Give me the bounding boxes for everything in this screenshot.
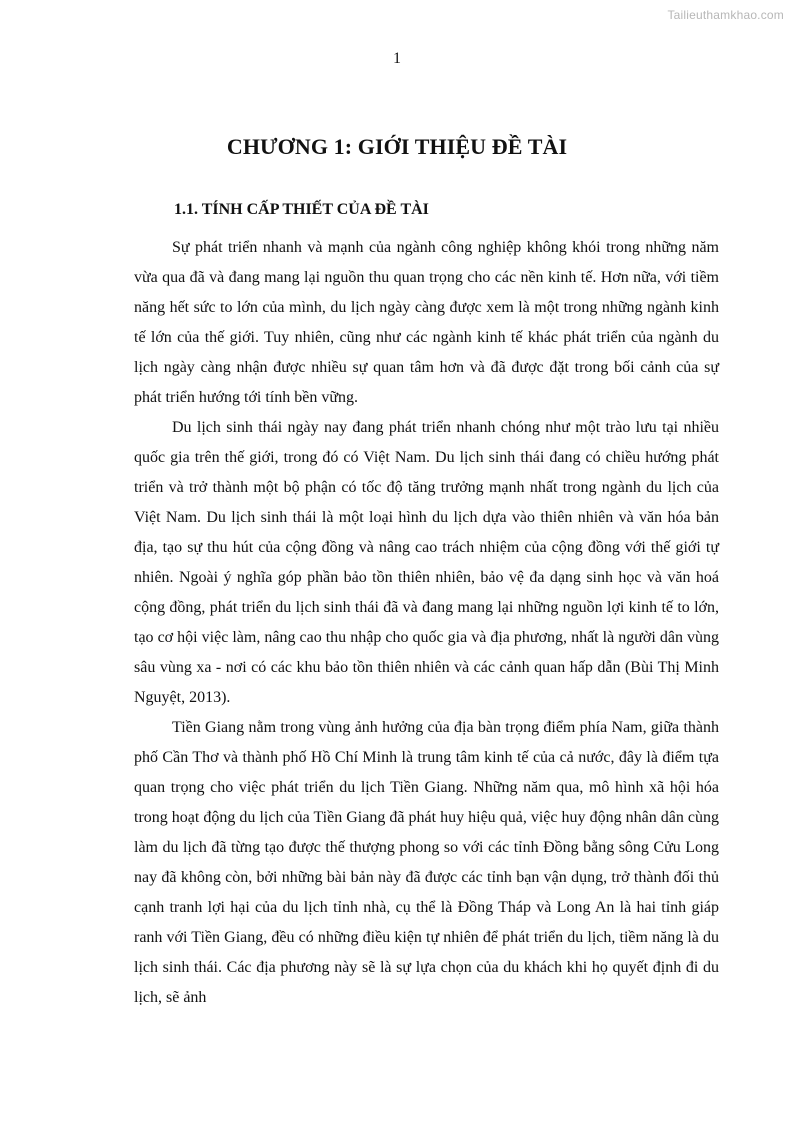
body-paragraph: Tiền Giang nằm trong vùng ảnh hưởng của địa bàn trọng điểm phía Nam, giữa thành phố Cần Thơ và thành phố Hồ Chí Minh là trung tâm kinh tế của cả nước, đây là điểm tựa quan trọng cho việc phát triển du lịch Tiền Giang. Những năm qua, mô hình xã hội hóa trong hoạt động du lịch của Tiền Giang đã phát huy hiệu quả, việc huy động nhân dân cùng làm du lịch đã từng tạo được thế thượng phong so với các tỉnh Đồng bằng sông Cửu Long nay đã không còn, bởi những bài bản này đã được các tỉnh bạn vận dụng, trở thành đối thủ cạnh tranh lợi hại của du lịch tỉnh nhà, cụ thể là Đồng Tháp và Long An là hai tỉnh giáp ranh với Tiền Giang, đều có những điều kiện tự nhiên để phát triển du lịch, tiềm năng là du lịch sinh thái. Các địa phương này sẽ là sự lựa chọn của du khách khi họ quyết định đi du lịch, sẽ ảnh: [134, 719, 719, 1006]
body-paragraph: Sự phát triển nhanh và mạnh của ngành công nghiệp không khói trong những năm vừa qua đã và đang mang lại nguồn thu quan trọng cho các nền kinh tế. Hơn nữa, với tiềm năng hết sức to lớn của mình, du lịch ngày càng được xem là một trong những ngành kinh tế lớn của thế giới. Tuy nhiên, cũng như các ngành kinh tế khác phát triển của ngành du lịch ngày càng nhận được nhiều sự quan tâm hơn và đã được đặt trong bối cảnh của sự phát triển hướng tới tính bền vững.: [134, 239, 719, 406]
page-number: 1: [393, 50, 401, 67]
section-heading: 1.1. TÍNH CẤP THIẾT CỦA ĐỀ TÀI: [174, 201, 429, 218]
watermark-text: Tailieuthamkhao.com: [667, 8, 784, 22]
document-body: [134, 233, 719, 1013]
body-paragraph: Du lịch sinh thái ngày nay đang phát triển nhanh chóng như một trào lưu tại nhiều quốc gia trên thế giới, trong đó có Việt Nam. Du lịch sinh thái đang có chiều hướng phát triển và trở thành một bộ phận có tốc độ tăng trưởng mạnh nhất trong ngành du lịch của Việt Nam. Du lịch sinh thái là một loại hình du lịch dựa vào thiên nhiên và văn hóa bản địa, tạo sự thu hút của cộng đồng và nâng cao trách nhiệm của cộng đồng với thế giới tự nhiên. Ngoài ý nghĩa góp phần bảo tồn thiên nhiên, bảo vệ đa dạng sinh học và văn hoá cộng đồng, phát triển du lịch sinh thái đã và đang mang lại những nguồn lợi kinh tế to lớn, tạo cơ hội việc làm, nâng cao thu nhập cho quốc gia và địa phương, nhất là người dân vùng sâu vùng xa - nơi có các khu bảo tồn thiên nhiên và các cảnh quan hấp dẫn (Bùi Thị Minh Nguyệt, 2013).: [134, 419, 719, 706]
chapter-title: CHƯƠNG 1: GIỚI THIỆU ĐỀ TÀI: [226, 134, 568, 159]
